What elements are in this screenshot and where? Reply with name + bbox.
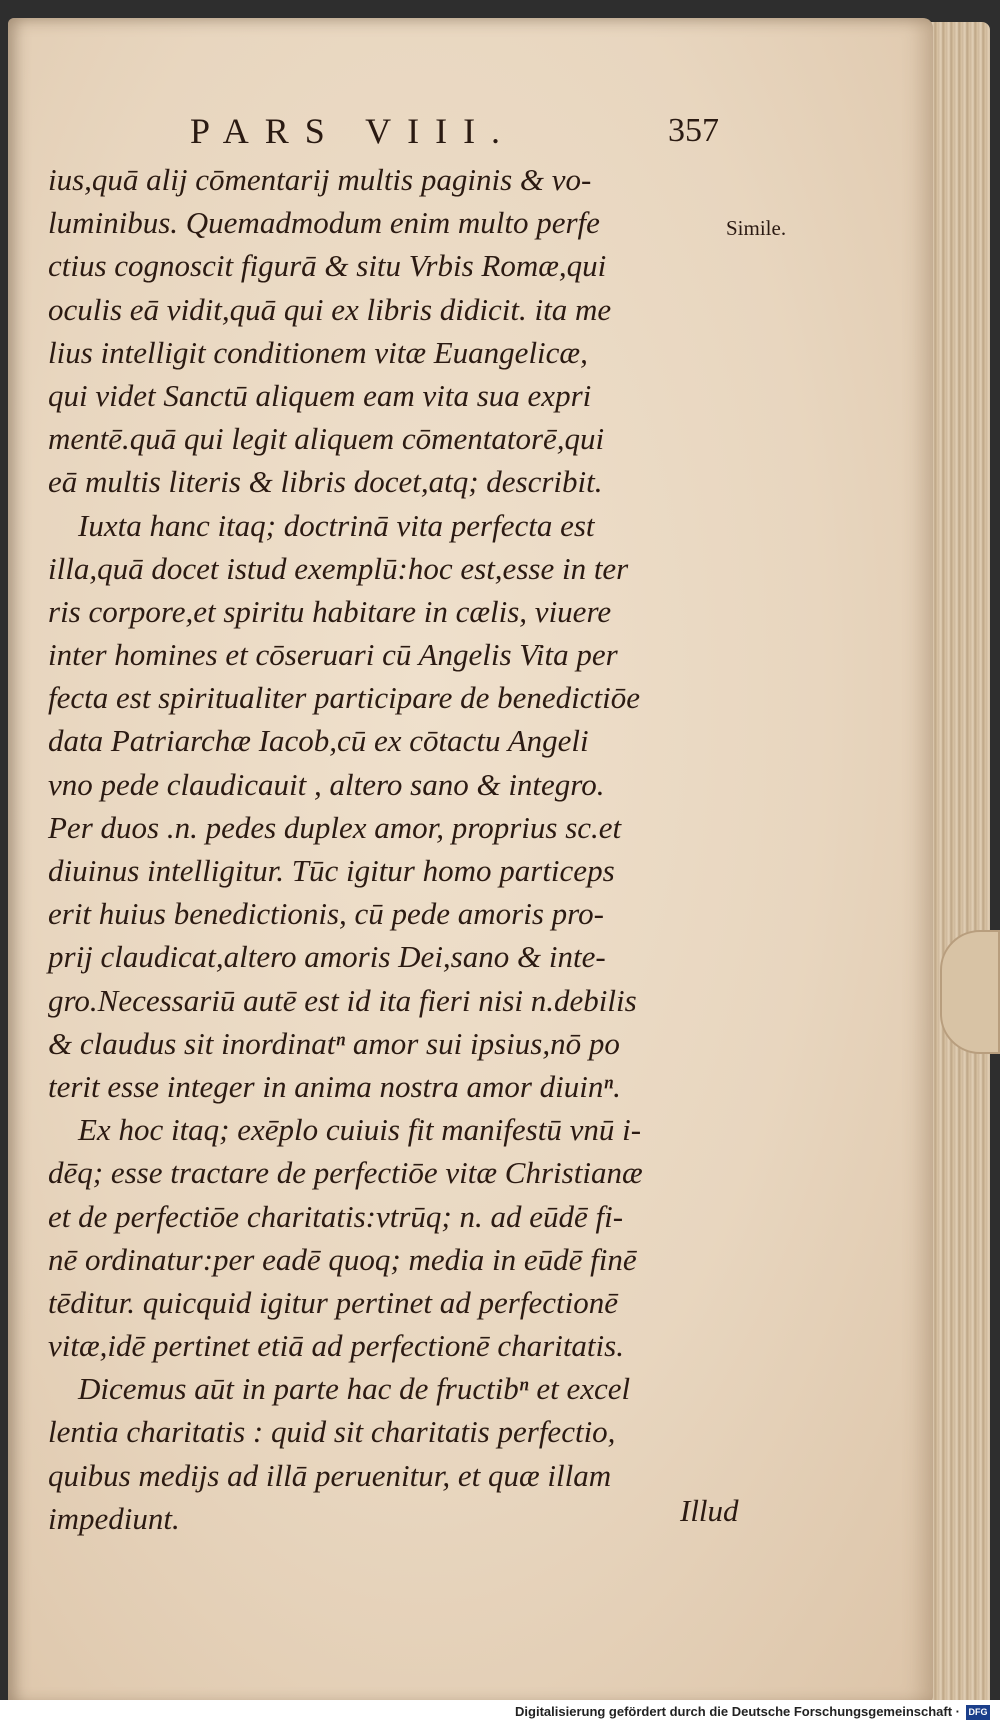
text-line: terit esse integer in anima nostra amor diuinⁿ.: [48, 1068, 621, 1104]
text-line: eā multis literis & libris docet,atq; describit.: [48, 464, 603, 500]
text-line: tēditur. quicquid igitur pertinet ad perfectionē: [48, 1284, 618, 1320]
text-line: lius intelligit conditionem vitæ Euangelicæ,: [48, 334, 588, 370]
text-line: dēq; esse tractare de perfectiōe vitæ Christianæ: [48, 1155, 643, 1191]
text-line: et de perfectiōe charitatis:vtrūq; n. ad eūdē fi-: [48, 1198, 624, 1234]
text-line: & claudus sit inordinatⁿ amor sui ipsius,nō po: [48, 1025, 620, 1061]
page-number: 357: [668, 112, 719, 149]
text-line: quibus medijs ad illā peruenitur, et quæ illam: [48, 1457, 612, 1493]
body-text: [48, 158, 728, 1540]
footer-credit: Digitalisierung gefördert durch die Deutsche Forschungsgemeinschaft ·: [515, 1704, 960, 1719]
book-page-edges: [930, 22, 990, 1712]
text-line: Per duos .n. pedes duplex amor, proprius sc.et: [48, 809, 622, 845]
text-line: fecta est spiritualiter participare de benedictiōe: [48, 680, 641, 716]
text-line: qui videt Sanctū aliquem eam vita sua expri: [48, 377, 592, 413]
margin-note: Simile.: [726, 216, 787, 240]
text-line: inter homines et cōseruari cū Angelis Vita per: [48, 637, 618, 673]
text-line: vno pede claudicauit , altero sano & integro.: [48, 766, 605, 802]
text-line: data Patriarchæ Iacob,cū ex cōtactu Angeli: [48, 723, 589, 759]
text-line: illa,quā docet istud exemplū:hoc est,esse in ter: [48, 550, 629, 586]
catchword: Illud: [680, 1493, 739, 1528]
text-line: prij claudicat,altero amoris Dei,sano & inte-: [48, 939, 606, 975]
text-line: luminibus. Quemadmodum enim multo perfe: [48, 205, 600, 241]
text-line: diuinus intelligitur. Tūc igitur homo particeps: [48, 853, 615, 888]
text-line: nē ordinatur:per eadē quoq; media in eūdē finē: [48, 1241, 637, 1277]
text-line: oculis eā vidit,quā qui ex libris didicit. ita me: [48, 291, 612, 327]
text-line: gro.Necessariū autē est id ita fieri nisi n.debilis: [48, 982, 637, 1018]
text-line: impediunt.: [48, 1500, 180, 1536]
text-line: ius,quā alij cōmentarij multis paginis & vo-: [48, 162, 592, 197]
text-line: ctius cognoscit figurā & situ Vrbis Romæ,qui: [48, 248, 607, 284]
text-line: lentia charitatis : quid sit charitatis perfectio,: [48, 1414, 616, 1450]
book-clasp-tab: [940, 930, 1000, 1054]
text-line: Dicemus aūt in parte hac de fructibⁿ et excel: [78, 1371, 631, 1407]
text-line: vitæ,idē pertinet etiā ad perfectionē charitatis.: [48, 1328, 624, 1364]
text-line: Iuxta hanc itaq; doctrinā vita perfecta est: [78, 507, 595, 543]
digitization-footer: [0, 1700, 1000, 1727]
dfg-logo: DFG: [966, 1705, 990, 1720]
running-title: PARS VIII.: [190, 111, 517, 151]
text-line: erit huius benedictionis, cū pede amoris pro-: [48, 896, 604, 932]
text-line: mentē.quā qui legit aliquem cōmentatorē,qui: [48, 421, 605, 457]
text-line: Ex hoc itaq; exēplo cuiuis fit manifestū vnū i-: [78, 1112, 642, 1148]
text-line: ris corpore,et spiritu habitare in cælis, viuere: [48, 593, 612, 629]
